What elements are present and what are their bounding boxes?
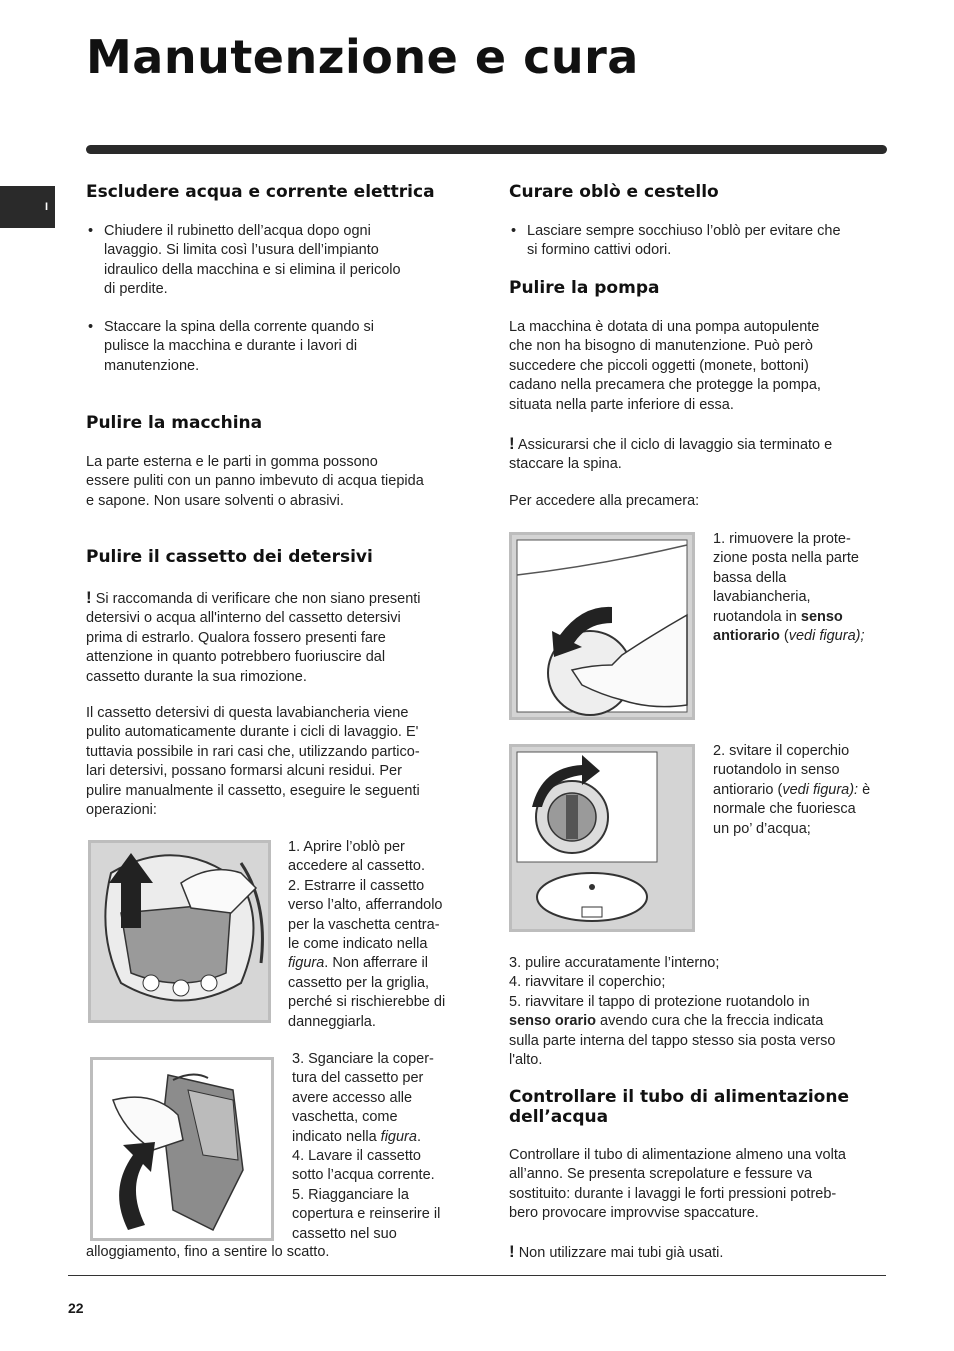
- drawer-illustration: [91, 843, 268, 1020]
- step-2-pompa: 2. svitare il coperchio ruotandolo in senso antiorario (vedi figura): è normale che fuoriesca un po’ d’acqua;: [713, 743, 871, 837]
- steps-3-5-pompa: 3. pulire accuratamente l’interno; 4. riavvitare il coperchio; 5. riavvitare il tappo di protezione ruotandolo in senso orario avendo cura che la freccia indicata sulla parte interna del tappo stesso sia posta verso l'alto.: [509, 955, 836, 1069]
- step-1-pompa: 1. rimuovere la prote- zione posta nella parte bassa della lavabiancheria, ruotandola in senso antiorario (vedi figura);: [713, 531, 865, 645]
- text-tubo: Controllare il tubo di alimentazione almeno una volta all’anno. Se presenta screpolature e fessure va sostituito: durante i lavaggi le forti pressioni potreb- bero provocare improvvise spaccature.: [509, 1147, 846, 1222]
- warning-mark: !: [86, 588, 92, 607]
- warning-tubo: ! Non utilizzare mai tubi già usati.: [509, 1242, 724, 1261]
- steps-last-line: alloggiamento, fino a sentire lo scatto.: [86, 1244, 330, 1260]
- page-title: Manutenzione e cura: [86, 30, 639, 84]
- heading-tubo: Controllare il tubo di alimentazione dell’acqua: [509, 1087, 849, 1127]
- figure-extract-drawer: [88, 840, 271, 1023]
- title-rule: [86, 145, 887, 154]
- bullet-spina: • Staccare la spina della corrente quando si pulisce la macchina e durante i lavori di manutenzione.: [86, 318, 464, 376]
- text-pompa: La macchina è dotata di una pompa autopulente che non ha bisogno di manutenzione. Può però succedere che piccoli oggetti (monete, bottoni) cadano nella precamera che protegge la pompa, situata nella parte inferiore di essa.: [509, 319, 821, 413]
- text-pulire-macchina: La parte esterna e le parti in gomma possono essere puliti con un panno imbevuto di acqua tiepida e sapone. Non usare solventi o abrasivi.: [86, 454, 424, 509]
- bullet-oblo: • Lasciare sempre socchiuso l’oblò per evitare che si formino cattivi odori.: [509, 222, 887, 261]
- language-tab-label: I: [45, 201, 49, 213]
- warning-mark: !: [509, 1242, 515, 1261]
- protection-illustration: [512, 535, 692, 717]
- heading-pulire-macchina: Pulire la macchina: [86, 413, 263, 433]
- figure-remove-protection: [509, 532, 695, 720]
- page-number: 22: [68, 1300, 84, 1316]
- warning-pompa: ! Assicurarsi che il ciclo di lavaggio sia terminato e staccare la spina.: [509, 434, 833, 473]
- bullet-rubinetto: • Chiudere il rubinetto dell’acqua dopo ogni lavaggio. Si limita così l’usura dell’impianto idraulico della macchina e si elimina il pericolo di perdite.: [86, 222, 464, 300]
- cover-unscrew-illustration: [512, 747, 692, 929]
- figure-unscrew-cover: [509, 744, 695, 932]
- heading-oblo: Curare oblò e cestello: [509, 182, 719, 202]
- text-access: Per accedere alla precamera:: [509, 493, 700, 509]
- heading-cassetto: Pulire il cassetto dei detersivi: [86, 547, 373, 567]
- heading-escludere: Escludere acqua e corrente elettrica: [86, 182, 435, 202]
- steps-1-2: 1. Aprire l’oblò per accedere al cassetto. 2. Estrarre il cassetto verso l’alto, afferrandolo per la vaschetta centra- le come indicato nella figura. Non afferrare il cassetto per la griglia, perché si rischierebbe di danneggiarla.: [288, 839, 446, 1030]
- warning-cassetto: ! Si raccomanda di verificare che non siano presenti detersivi o acqua all'interno del cassetto detersivi prima di estrarlo. Qualora fossero presenti fare attenzione in quanto potrebbero fuoriuscire dal cassetto durante la sua rimozione.: [86, 588, 421, 685]
- footer-rule: [68, 1275, 886, 1276]
- steps-3-5: 3. Sganciare la coper- tura del cassetto per avere accesso alle vaschetta, come indicato nella figura. 4. Lavare il cassetto sotto l’acqua corrente. 5. Riagganciare la copertura e reinserire il cassetto nel suo: [292, 1051, 441, 1242]
- cover-illustration: [93, 1060, 271, 1238]
- text-cassetto: Il cassetto detersivi di questa lavabiancheria viene pulito automaticamente durante i cicli di lavaggio. E' tuttavia possibile in rari casi che, utilizzando partico- lari detersivi, possano formarsi alcuni residui. Per pulire manualmente il cassetto, eseguire le seguenti operazioni:: [86, 705, 420, 819]
- language-tab: [0, 186, 55, 228]
- heading-pompa: Pulire la pompa: [509, 278, 660, 298]
- warning-mark: !: [509, 434, 515, 453]
- figure-unhook-cover: [90, 1057, 274, 1241]
